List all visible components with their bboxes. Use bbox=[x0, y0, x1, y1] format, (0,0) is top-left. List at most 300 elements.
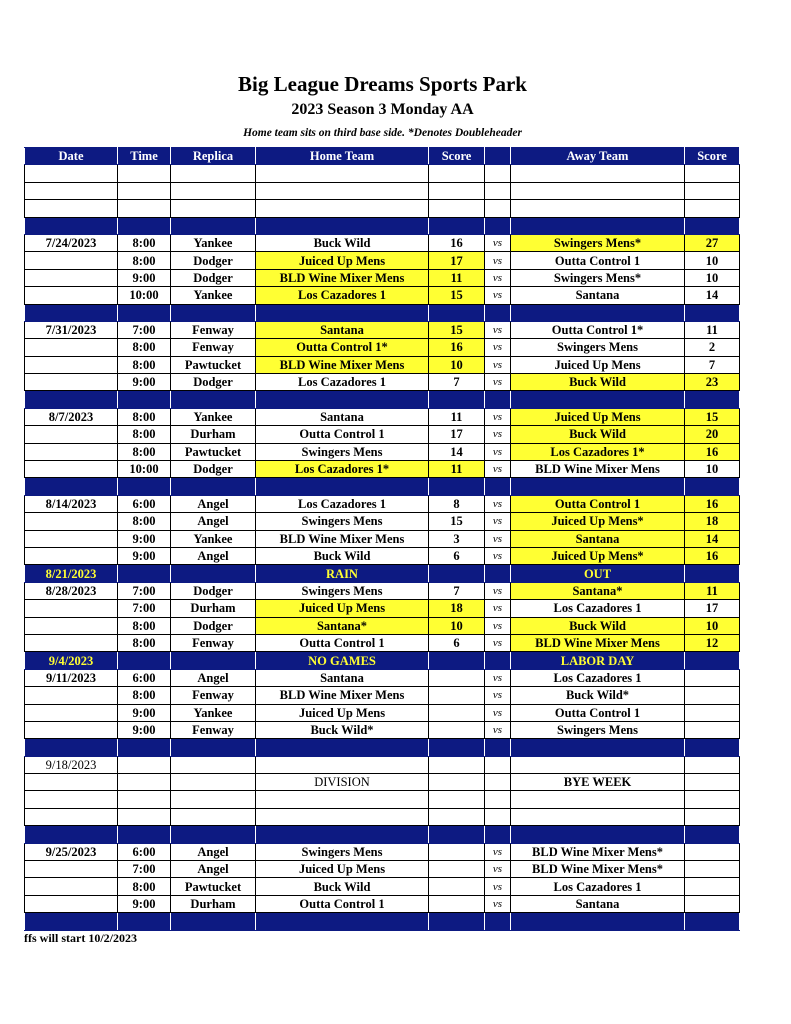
time-cell: 8:00 bbox=[118, 408, 171, 425]
date-cell bbox=[25, 878, 118, 895]
away-team-cell bbox=[511, 756, 685, 773]
replica-cell bbox=[171, 826, 256, 843]
game-row bbox=[25, 530, 740, 547]
replica-cell: Yankee bbox=[171, 530, 256, 547]
away-team-cell: BYE WEEK bbox=[511, 774, 685, 791]
game-row bbox=[25, 269, 740, 286]
home-score-cell bbox=[429, 669, 485, 686]
vs-cell bbox=[485, 826, 511, 843]
vs-cell: vs bbox=[485, 721, 511, 738]
home-score-cell: 8 bbox=[429, 495, 485, 512]
vs-cell: vs bbox=[485, 895, 511, 912]
vs-cell: vs bbox=[485, 687, 511, 704]
time-cell: 7:00 bbox=[118, 600, 171, 617]
away-team-cell bbox=[511, 304, 685, 321]
away-team-cell: Swingers Mens* bbox=[511, 269, 685, 286]
vs-cell bbox=[485, 565, 511, 582]
vs-cell: vs bbox=[485, 252, 511, 269]
blank-row bbox=[25, 200, 740, 217]
vs-cell bbox=[485, 774, 511, 791]
home-score-cell bbox=[429, 756, 485, 773]
home-score-cell bbox=[429, 826, 485, 843]
away-team-cell: Buck Wild bbox=[511, 617, 685, 634]
away-team-cell: Los Cazadores 1* bbox=[511, 443, 685, 460]
home-team-cell bbox=[256, 913, 429, 930]
home-team-cell: Juiced Up Mens bbox=[256, 600, 429, 617]
replica-cell: Angel bbox=[171, 547, 256, 564]
time-cell: 9:00 bbox=[118, 374, 171, 391]
away-score-cell bbox=[685, 756, 740, 773]
schedule-table bbox=[24, 147, 740, 931]
time-cell: 8:00 bbox=[118, 356, 171, 373]
vs-cell bbox=[485, 756, 511, 773]
away-score-cell: 27 bbox=[685, 234, 740, 251]
away-score-cell: 14 bbox=[685, 530, 740, 547]
game-row bbox=[25, 461, 740, 478]
vs-cell: vs bbox=[485, 234, 511, 251]
home-team-cell bbox=[256, 182, 429, 199]
away-team-cell: Buck Wild bbox=[511, 426, 685, 443]
plain-row bbox=[25, 756, 740, 773]
page-title: Big League Dreams Sports Park bbox=[238, 72, 527, 96]
replica-cell bbox=[171, 165, 256, 182]
home-team-cell: Los Cazadores 1* bbox=[256, 461, 429, 478]
date-cell bbox=[25, 356, 118, 373]
home-team-cell bbox=[256, 739, 429, 756]
home-team-cell: Los Cazadores 1 bbox=[256, 374, 429, 391]
replica-cell: Pawtucket bbox=[171, 443, 256, 460]
home-score-cell: 17 bbox=[429, 252, 485, 269]
home-team-cell bbox=[256, 808, 429, 825]
home-score-cell bbox=[429, 913, 485, 930]
vs-cell: vs bbox=[485, 530, 511, 547]
game-row bbox=[25, 843, 740, 860]
away-team-cell: Outta Control 1 bbox=[511, 495, 685, 512]
time-cell bbox=[118, 200, 171, 217]
date-cell: 9/18/2023 bbox=[25, 756, 118, 773]
home-score-cell: 6 bbox=[429, 634, 485, 651]
replica-cell: Yankee bbox=[171, 704, 256, 721]
sep-row bbox=[25, 391, 740, 408]
home-score-cell bbox=[429, 739, 485, 756]
away-score-cell bbox=[685, 165, 740, 182]
date-cell bbox=[25, 791, 118, 808]
away-team-cell: Santana* bbox=[511, 582, 685, 599]
replica-cell bbox=[171, 652, 256, 669]
game-row bbox=[25, 704, 740, 721]
home-team-cell: Outta Control 1* bbox=[256, 339, 429, 356]
game-row bbox=[25, 408, 740, 425]
home-team-cell: Santana bbox=[256, 321, 429, 338]
vs-cell: vs bbox=[485, 495, 511, 512]
home-team-cell: Outta Control 1 bbox=[256, 634, 429, 651]
game-row bbox=[25, 582, 740, 599]
home-team-cell: BLD Wine Mixer Mens bbox=[256, 687, 429, 704]
time-cell bbox=[118, 774, 171, 791]
date-cell bbox=[25, 634, 118, 651]
sep-row bbox=[25, 304, 740, 321]
date-cell bbox=[25, 304, 118, 321]
home-score-cell: 17 bbox=[429, 426, 485, 443]
home-score-cell bbox=[429, 217, 485, 234]
home-team-cell: Swingers Mens bbox=[256, 843, 429, 860]
home-team-cell: Buck Wild* bbox=[256, 721, 429, 738]
home-team-cell: BLD Wine Mixer Mens bbox=[256, 269, 429, 286]
away-score-cell bbox=[685, 895, 740, 912]
sep-row bbox=[25, 217, 740, 234]
home-team-cell: Buck Wild bbox=[256, 234, 429, 251]
date-cell bbox=[25, 252, 118, 269]
blank-row bbox=[25, 808, 740, 825]
time-cell: 8:00 bbox=[118, 513, 171, 530]
replica-cell bbox=[171, 565, 256, 582]
home-score-cell: 16 bbox=[429, 234, 485, 251]
replica-cell: Durham bbox=[171, 426, 256, 443]
date-cell bbox=[25, 826, 118, 843]
vs-cell bbox=[485, 808, 511, 825]
date-cell bbox=[25, 513, 118, 530]
away-score-cell bbox=[685, 217, 740, 234]
away-score-cell bbox=[685, 826, 740, 843]
replica-cell: Fenway bbox=[171, 687, 256, 704]
away-score-cell bbox=[685, 913, 740, 930]
vs-cell: vs bbox=[485, 861, 511, 878]
away-score-cell: 16 bbox=[685, 443, 740, 460]
home-score-cell bbox=[429, 391, 485, 408]
replica-cell bbox=[171, 756, 256, 773]
vs-cell: vs bbox=[485, 669, 511, 686]
vs-cell bbox=[485, 217, 511, 234]
replica-cell: Fenway bbox=[171, 721, 256, 738]
replica-cell: Pawtucket bbox=[171, 878, 256, 895]
home-team-cell: Santana bbox=[256, 408, 429, 425]
home-score-cell: 7 bbox=[429, 374, 485, 391]
home-team-cell bbox=[256, 391, 429, 408]
game-row bbox=[25, 513, 740, 530]
home-team-cell bbox=[256, 756, 429, 773]
game-row bbox=[25, 878, 740, 895]
home-team-cell: Swingers Mens bbox=[256, 582, 429, 599]
replica-cell bbox=[171, 808, 256, 825]
replica-cell: Pawtucket bbox=[171, 356, 256, 373]
away-score-cell: 7 bbox=[685, 356, 740, 373]
away-team-cell: LABOR DAY bbox=[511, 652, 685, 669]
replica-cell: Dodger bbox=[171, 374, 256, 391]
away-score-cell bbox=[685, 182, 740, 199]
time-cell: 7:00 bbox=[118, 861, 171, 878]
home-team-cell: DIVISION bbox=[256, 774, 429, 791]
time-cell bbox=[118, 808, 171, 825]
header-home-score: Score bbox=[429, 148, 485, 165]
away-score-cell: 11 bbox=[685, 582, 740, 599]
away-team-cell: Santana bbox=[511, 895, 685, 912]
home-score-cell bbox=[429, 565, 485, 582]
home-team-cell bbox=[256, 826, 429, 843]
date-cell bbox=[25, 374, 118, 391]
away-team-cell bbox=[511, 217, 685, 234]
away-team-cell: Juiced Up Mens bbox=[511, 356, 685, 373]
date-cell bbox=[25, 895, 118, 912]
away-score-cell: 16 bbox=[685, 547, 740, 564]
game-row bbox=[25, 495, 740, 512]
vs-cell: vs bbox=[485, 356, 511, 373]
away-team-cell bbox=[511, 165, 685, 182]
header-row bbox=[25, 148, 740, 165]
time-cell bbox=[118, 165, 171, 182]
time-cell: 8:00 bbox=[118, 617, 171, 634]
page-subtitle: 2023 Season 3 Monday AA bbox=[291, 101, 474, 118]
game-row bbox=[25, 861, 740, 878]
home-score-cell bbox=[429, 774, 485, 791]
home-score-cell bbox=[429, 721, 485, 738]
date-cell: 7/31/2023 bbox=[25, 321, 118, 338]
away-team-cell: Los Cazadores 1 bbox=[511, 600, 685, 617]
home-score-cell: 15 bbox=[429, 513, 485, 530]
home-score-cell bbox=[429, 165, 485, 182]
date-cell bbox=[25, 217, 118, 234]
away-score-cell: 15 bbox=[685, 408, 740, 425]
date-cell bbox=[25, 530, 118, 547]
game-row bbox=[25, 356, 740, 373]
home-score-cell: 6 bbox=[429, 547, 485, 564]
home-score-cell: 11 bbox=[429, 461, 485, 478]
away-team-cell bbox=[511, 391, 685, 408]
time-cell bbox=[118, 478, 171, 495]
vs-cell: vs bbox=[485, 634, 511, 651]
game-row bbox=[25, 721, 740, 738]
time-cell: 9:00 bbox=[118, 895, 171, 912]
replica-cell: Angel bbox=[171, 669, 256, 686]
home-team-cell bbox=[256, 165, 429, 182]
vs-cell: vs bbox=[485, 582, 511, 599]
vs-cell bbox=[485, 913, 511, 930]
away-score-cell: 16 bbox=[685, 495, 740, 512]
home-score-cell bbox=[429, 704, 485, 721]
away-team-cell bbox=[511, 808, 685, 825]
vs-cell: vs bbox=[485, 339, 511, 356]
away-score-cell: 17 bbox=[685, 600, 740, 617]
date-cell bbox=[25, 547, 118, 564]
vs-cell: vs bbox=[485, 547, 511, 564]
vs-cell bbox=[485, 200, 511, 217]
vs-cell bbox=[485, 791, 511, 808]
time-cell bbox=[118, 182, 171, 199]
away-team-cell: OUT bbox=[511, 565, 685, 582]
away-score-cell bbox=[685, 200, 740, 217]
replica-cell: Angel bbox=[171, 861, 256, 878]
away-team-cell: Outta Control 1* bbox=[511, 321, 685, 338]
blank-row bbox=[25, 791, 740, 808]
replica-cell bbox=[171, 774, 256, 791]
replica-cell bbox=[171, 304, 256, 321]
game-row bbox=[25, 634, 740, 651]
home-score-cell bbox=[429, 861, 485, 878]
time-cell: 8:00 bbox=[118, 426, 171, 443]
time-cell: 9:00 bbox=[118, 721, 171, 738]
home-score-cell bbox=[429, 843, 485, 860]
home-score-cell: 15 bbox=[429, 321, 485, 338]
home-team-cell: Juiced Up Mens bbox=[256, 252, 429, 269]
game-row bbox=[25, 339, 740, 356]
time-cell: 6:00 bbox=[118, 495, 171, 512]
date-cell: 8/14/2023 bbox=[25, 495, 118, 512]
header-away-score: Score bbox=[685, 148, 740, 165]
vs-cell: vs bbox=[485, 461, 511, 478]
time-cell bbox=[118, 304, 171, 321]
away-score-cell bbox=[685, 704, 740, 721]
away-team-cell: Juiced Up Mens* bbox=[511, 547, 685, 564]
away-team-cell: Swingers Mens* bbox=[511, 234, 685, 251]
home-team-cell bbox=[256, 200, 429, 217]
home-score-cell: 3 bbox=[429, 530, 485, 547]
home-team-cell: RAIN bbox=[256, 565, 429, 582]
date-cell bbox=[25, 426, 118, 443]
replica-cell bbox=[171, 217, 256, 234]
header-time: Time bbox=[118, 148, 171, 165]
replica-cell: Dodger bbox=[171, 269, 256, 286]
vs-cell bbox=[485, 304, 511, 321]
date-cell: 9/4/2023 bbox=[25, 652, 118, 669]
away-team-cell bbox=[511, 791, 685, 808]
away-score-cell: 10 bbox=[685, 617, 740, 634]
vs-cell: vs bbox=[485, 408, 511, 425]
game-row bbox=[25, 547, 740, 564]
time-cell bbox=[118, 913, 171, 930]
away-score-cell: 10 bbox=[685, 252, 740, 269]
away-team-cell: Santana bbox=[511, 530, 685, 547]
home-score-cell: 7 bbox=[429, 582, 485, 599]
time-cell: 8:00 bbox=[118, 687, 171, 704]
home-score-cell: 11 bbox=[429, 408, 485, 425]
away-score-cell: 14 bbox=[685, 287, 740, 304]
away-score-cell bbox=[685, 808, 740, 825]
time-cell: 9:00 bbox=[118, 269, 171, 286]
header-replica: Replica bbox=[171, 148, 256, 165]
date-cell bbox=[25, 721, 118, 738]
home-team-cell: Juiced Up Mens bbox=[256, 704, 429, 721]
date-cell bbox=[25, 182, 118, 199]
note-row bbox=[25, 652, 740, 669]
date-cell: 8/7/2023 bbox=[25, 408, 118, 425]
away-score-cell: 10 bbox=[685, 461, 740, 478]
date-cell bbox=[25, 287, 118, 304]
away-score-cell bbox=[685, 739, 740, 756]
away-team-cell: Los Cazadores 1 bbox=[511, 878, 685, 895]
date-cell bbox=[25, 861, 118, 878]
date-cell: 9/25/2023 bbox=[25, 843, 118, 860]
home-score-cell: 11 bbox=[429, 269, 485, 286]
replica-cell: Fenway bbox=[171, 321, 256, 338]
replica-cell bbox=[171, 478, 256, 495]
time-cell bbox=[118, 826, 171, 843]
home-team-cell: Outta Control 1 bbox=[256, 895, 429, 912]
vs-cell: vs bbox=[485, 878, 511, 895]
away-score-cell bbox=[685, 721, 740, 738]
home-score-cell bbox=[429, 200, 485, 217]
home-team-cell bbox=[256, 304, 429, 321]
home-score-cell: 10 bbox=[429, 617, 485, 634]
date-cell bbox=[25, 600, 118, 617]
sep-row bbox=[25, 913, 740, 930]
replica-cell: Durham bbox=[171, 600, 256, 617]
home-team-cell: Santana bbox=[256, 669, 429, 686]
note-row bbox=[25, 565, 740, 582]
home-team-cell: Los Cazadores 1 bbox=[256, 287, 429, 304]
away-score-cell bbox=[685, 304, 740, 321]
away-score-cell bbox=[685, 687, 740, 704]
home-score-cell bbox=[429, 791, 485, 808]
replica-cell bbox=[171, 182, 256, 199]
game-row bbox=[25, 287, 740, 304]
time-cell bbox=[118, 217, 171, 234]
vs-cell: vs bbox=[485, 374, 511, 391]
home-team-cell: Swingers Mens bbox=[256, 513, 429, 530]
time-cell: 8:00 bbox=[118, 234, 171, 251]
home-team-cell: BLD Wine Mixer Mens bbox=[256, 530, 429, 547]
time-cell: 10:00 bbox=[118, 287, 171, 304]
footer-note: ffs will start 10/2/2023 bbox=[24, 931, 137, 945]
time-cell: 7:00 bbox=[118, 582, 171, 599]
replica-cell: Dodger bbox=[171, 617, 256, 634]
away-team-cell: Juiced Up Mens bbox=[511, 408, 685, 425]
blank-row bbox=[25, 182, 740, 199]
away-team-cell: Swingers Mens bbox=[511, 721, 685, 738]
time-cell bbox=[118, 739, 171, 756]
replica-cell: Dodger bbox=[171, 582, 256, 599]
date-cell bbox=[25, 461, 118, 478]
replica-cell: Yankee bbox=[171, 234, 256, 251]
header-home-team: Home Team bbox=[256, 148, 429, 165]
time-cell: 10:00 bbox=[118, 461, 171, 478]
away-score-cell bbox=[685, 861, 740, 878]
date-cell bbox=[25, 617, 118, 634]
time-cell bbox=[118, 652, 171, 669]
vs-cell: vs bbox=[485, 600, 511, 617]
time-cell: 8:00 bbox=[118, 339, 171, 356]
home-team-cell: Buck Wild bbox=[256, 878, 429, 895]
home-team-cell: Outta Control 1 bbox=[256, 426, 429, 443]
game-row bbox=[25, 669, 740, 686]
replica-cell bbox=[171, 791, 256, 808]
game-row bbox=[25, 252, 740, 269]
away-team-cell: BLD Wine Mixer Mens bbox=[511, 461, 685, 478]
away-score-cell bbox=[685, 791, 740, 808]
date-cell bbox=[25, 913, 118, 930]
game-row bbox=[25, 895, 740, 912]
away-score-cell bbox=[685, 878, 740, 895]
away-score-cell bbox=[685, 843, 740, 860]
replica-cell: Dodger bbox=[171, 252, 256, 269]
away-team-cell: BLD Wine Mixer Mens* bbox=[511, 843, 685, 860]
away-score-cell bbox=[685, 669, 740, 686]
time-cell: 6:00 bbox=[118, 843, 171, 860]
date-cell: 7/24/2023 bbox=[25, 234, 118, 251]
away-team-cell: Los Cazadores 1 bbox=[511, 669, 685, 686]
home-score-cell bbox=[429, 878, 485, 895]
away-team-cell: Buck Wild* bbox=[511, 687, 685, 704]
date-cell: 8/21/2023 bbox=[25, 565, 118, 582]
replica-cell bbox=[171, 391, 256, 408]
vs-cell: vs bbox=[485, 843, 511, 860]
home-score-cell: 18 bbox=[429, 600, 485, 617]
game-row bbox=[25, 234, 740, 251]
date-cell bbox=[25, 391, 118, 408]
replica-cell: Dodger bbox=[171, 461, 256, 478]
home-score-cell: 16 bbox=[429, 339, 485, 356]
vs-cell: vs bbox=[485, 443, 511, 460]
game-row bbox=[25, 426, 740, 443]
vs-cell bbox=[485, 165, 511, 182]
